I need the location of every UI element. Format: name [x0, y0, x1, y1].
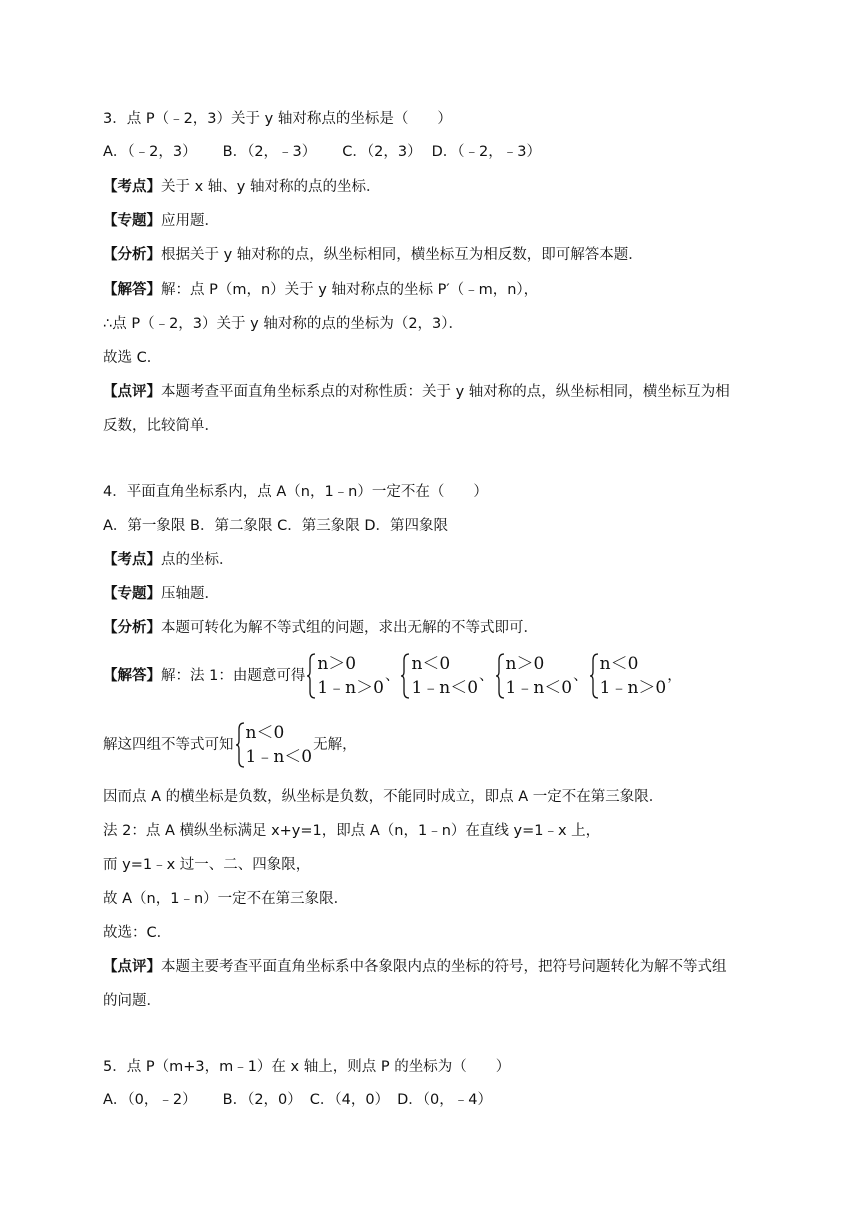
q3-dianping [103, 381, 730, 403]
q3-jieda-3: 故选 C． [103, 350, 162, 366]
q3-jieda-2: ∴点 P（﹣2，3）关于 y 轴对称的点的坐标为（2，3）． [103, 316, 464, 332]
system-row: n＜0 [245, 723, 285, 743]
fenxi-text: 本题可转化为解不等式组的问题，求出无解的不等式即可． [161, 620, 538, 636]
q5-option-c: C．（4，0） [309, 1092, 390, 1108]
brace-icon [495, 652, 505, 700]
kaodian-text: 关于 x 轴、y 轴对称的点的坐标． [161, 179, 381, 195]
fenxi-tag: 【分析】 [103, 620, 161, 636]
q4-fenxi [103, 617, 538, 639]
q5-option-b: B．（2，0） [222, 1092, 302, 1108]
q4-options: A．第一象限 B．第二象限 C．第三象限 D．第四象限 [103, 518, 448, 534]
dianping-tag: 【点评】 [103, 384, 161, 400]
q5-options [103, 1089, 492, 1111]
system-row: n＜0 [411, 654, 451, 674]
q3-stem: 3．点 P（﹣2，3）关于 y 轴对称点的坐标是（ ） [103, 111, 452, 127]
system-row: 1﹣n＜0 [245, 747, 313, 767]
q3-option-b: B．（2，﹣3） [222, 144, 317, 160]
q4-line-c: 而 y=1﹣x 过一、二、四象限， [103, 857, 311, 873]
q4-conclusion [103, 720, 357, 770]
zhuanti-tag: 【专题】 [103, 586, 161, 602]
q4-zhuanti [103, 583, 219, 605]
system-row: n＞0 [317, 654, 357, 674]
q3-kaodian [103, 176, 381, 198]
system-row: 1﹣n＞0 [599, 678, 667, 698]
dianping-text-1: 本题主要考查平面直角坐标系中各象限内点的坐标的符号，把符号问题转化为解不等式组 [161, 959, 727, 975]
q4-stem: 4．平面直角坐标系内，点 A（n，1﹣n）一定不在（ ） [103, 484, 488, 500]
inequality-system-1 [306, 652, 384, 700]
jieda-tag: 【解答】 [103, 668, 161, 684]
end-comma: ， [667, 668, 682, 684]
conclude-pre: 解这四组不等式可知 [103, 737, 234, 753]
q3-option-d: D．（﹣2，﹣3） [431, 144, 541, 160]
inequality-system-3 [495, 652, 573, 700]
q3-fenxi [103, 244, 643, 266]
separator: 、 [573, 668, 588, 684]
separator: 、 [479, 668, 494, 684]
jieda-text-1: 解：点 P（m，n）关于 y 轴对称点的坐标 P′（﹣m，n）， [161, 282, 539, 298]
q4-line-e: 故选：C． [103, 925, 172, 941]
q5-option-a: A．（0，﹣2） [103, 1092, 197, 1108]
q3-dianping-2: 反数，比较简单． [103, 418, 219, 434]
kaodian-tag: 【考点】 [103, 179, 161, 195]
q4-line-b: 法 2：点 A 横纵坐标满足 x+y=1，即点 A（n，1﹣n）在直线 y=1﹣x 上， [103, 823, 601, 839]
jieda-tag: 【解答】 [103, 282, 161, 298]
brace-icon [589, 652, 599, 700]
q3-zhuanti [103, 210, 219, 232]
q5-option-d: D．（0，﹣4） [397, 1092, 492, 1108]
q5-stem: 5．点 P（m+3，m﹣1）在 x 轴上，则点 P 的坐标为（ ） [103, 1059, 511, 1075]
q4-jieda-systems [103, 651, 682, 701]
conclude-post: 无解， [313, 737, 357, 753]
system-row: 1﹣n＜0 [411, 678, 479, 698]
q4-line-a: 因而点 A 的横坐标是负数，纵坐标是负数，不能同时成立，即点 A 一定不在第三象限． [103, 789, 664, 805]
system-row: 1﹣n＞0 [317, 678, 384, 698]
dianping-tag: 【点评】 [103, 959, 161, 975]
kaodian-text: 点的坐标． [161, 552, 234, 568]
brace-icon [306, 652, 316, 700]
zhuanti-text: 压轴题． [161, 586, 219, 602]
system-row: n＞0 [505, 654, 545, 674]
inequality-system-4 [589, 652, 667, 700]
system-row: n＜0 [599, 654, 639, 674]
brace-icon [400, 652, 410, 700]
kaodian-tag: 【考点】 [103, 552, 161, 568]
inequality-system-conclude [235, 721, 313, 769]
dianping-text-1: 本题考查平面直角坐标系点的对称性质：关于 y 轴对称的点，纵坐标相同，横坐标互为相 [161, 384, 730, 400]
zhuanti-text: 应用题． [161, 213, 219, 229]
system-row: 1﹣n＜0 [505, 678, 573, 698]
q4-kaodian [103, 549, 234, 571]
zhuanti-tag: 【专题】 [103, 213, 161, 229]
q4-dianping [103, 956, 727, 978]
brace-icon [235, 721, 245, 769]
q4-dianping-2: 的问题． [103, 993, 161, 1009]
q3-option-c: C．（2，3） [342, 144, 422, 160]
q4-line-d: 故 A（n，1﹣n）一定不在第三象限． [103, 891, 349, 907]
q3-option-a: A．（﹣2，3） [103, 144, 197, 160]
separator: 、 [384, 668, 400, 684]
jieda-intro: 解：法 1：由题意可得 [161, 668, 306, 684]
fenxi-text: 根据关于 y 轴对称的点，纵坐标相同，横坐标互为相反数，即可解答本题． [161, 247, 643, 263]
q3-jieda [103, 279, 538, 301]
q3-options [103, 141, 541, 163]
inequality-system-2 [400, 652, 478, 700]
fenxi-tag: 【分析】 [103, 247, 161, 263]
